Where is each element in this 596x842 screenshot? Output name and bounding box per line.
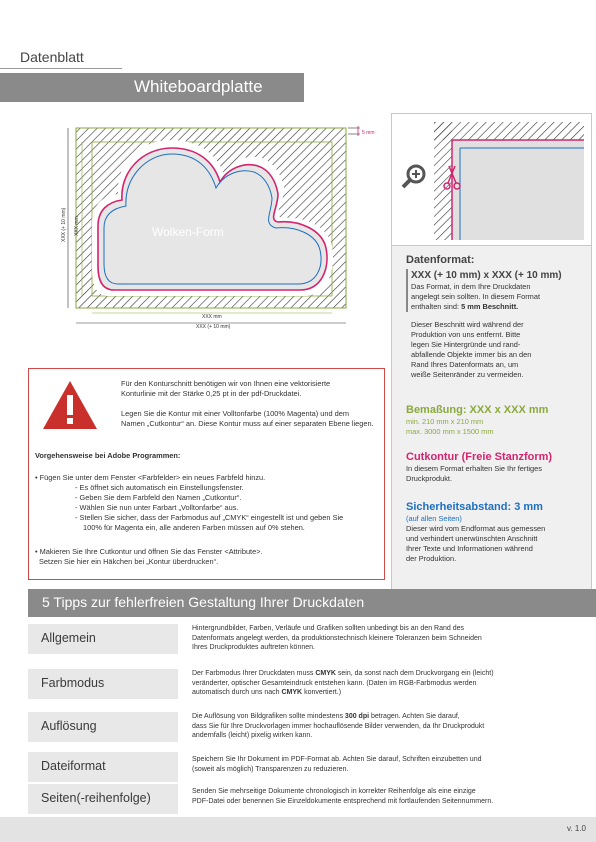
tip-label: Seiten(-reihenfolge)	[41, 791, 151, 805]
tip-row-file-format	[28, 752, 574, 782]
tip-description	[192, 669, 572, 698]
data-format-text-3	[411, 302, 586, 312]
bleed-note-2: Produktion von uns entfernt. Bitte	[411, 330, 521, 339]
bleed-indicator-label: 5 mm	[362, 130, 375, 136]
cut-contour-warning	[28, 368, 385, 580]
version-label: v. 1.0	[567, 824, 586, 833]
tip-line	[192, 669, 572, 679]
tip-line: Senden Sie mehrseitige Dokumente chronologisch in korrekter Reihenfolge als eine einzige	[192, 788, 476, 795]
tips-heading-bar	[28, 589, 596, 617]
corner-detail	[392, 114, 591, 246]
measure-heading: Bemaßung: XXX x XXX mm	[406, 404, 549, 416]
product-title: Whiteboardplatte	[134, 77, 263, 96]
tip-label-box	[28, 624, 178, 654]
tip-description	[192, 712, 572, 741]
step-1c: - Wählen Sie nun unter Farbart „Volltonfarbe“ aus.	[75, 503, 239, 512]
safety-text-1: Dieser wird vom Endformat aus gemessen	[406, 524, 546, 533]
tip-text: konvertiert.)	[302, 689, 342, 697]
data-format-value: XXX (+ 10 mm) x XXX (+ 10 mm)	[411, 270, 562, 281]
tip-line: PDF-Datei oder benennen Sie Einzeldokumente entsprechend mit fortlaufenden Seitennummern.	[192, 797, 494, 805]
tip-line: dass Sie für Ihre Druckvorlagen immer hochauflösende Bilder verwenden, da Ihr Druckprodukt	[192, 722, 485, 730]
tip-text: Die Auflösung von Bildgrafiken sollte mindestens	[192, 713, 345, 720]
safety-text-4: der Produktion.	[406, 554, 457, 563]
step-2a: Setzen Sie hier ein Häkchen bei „Kontur überdrucken“.	[39, 557, 219, 566]
bleed-note-5: Rand Ihres Datenformats an, um	[411, 360, 519, 369]
tip-row-resolution	[28, 712, 574, 742]
safety-heading: Sicherheitsabstand: 3 mm	[406, 501, 543, 513]
doc-type-label	[0, 48, 122, 69]
tip-label-box	[28, 669, 178, 699]
step-1b: - Geben Sie dem Farbfeld den Namen „Cutkontur“.	[75, 493, 242, 502]
safety-block	[406, 501, 586, 564]
tip-description	[192, 787, 572, 806]
bleed-note-3: legen Sie Hintergründe und rand-	[411, 340, 521, 349]
data-format-text-3a: enthalten sind:	[411, 302, 462, 311]
safety-sub: (auf allen Seiten)	[406, 514, 462, 523]
tip-text: betragen. Achten Sie darauf,	[369, 713, 460, 720]
data-format-text-2: angelegt sein sollten. In diesem Format	[411, 292, 540, 301]
warning-line-4: Namen „Cutkontur“ an. Diese Kontur muss auf einer separaten Ebene liegen.	[121, 419, 374, 428]
tip-label: Farbmodus	[41, 676, 105, 690]
cut-text-1: In diesem Format erhalten Sie Ihr fertiges	[406, 464, 542, 473]
tip-emphasis: CMYK	[281, 689, 303, 697]
step-2: • Makieren Sie Ihre Cutkontur und öffnen Sie das Fenster <Attribute>.	[35, 547, 263, 556]
tip-description	[192, 755, 572, 774]
measure-min: min. 210 mm x 210 mm	[406, 417, 484, 426]
tip-line: Datenformats angelegt werden, da produktionstechnisch kleinere Toleranzen beim Schneiden	[192, 634, 482, 642]
tips-heading: 5 Tipps zur fehlerfreien Gestaltung Ihrer Druckdaten	[42, 594, 365, 610]
footer-bar	[0, 817, 596, 842]
tip-line: Speichern Sie Ihr Dokument im PDF-Format ab. Achten Sie darauf, Schriften einzubetten und	[192, 756, 482, 763]
tip-text: automatisch durch uns nach	[192, 689, 282, 697]
step-1e: 100% für Magenta ein, alle anderen Farben müssen auf 0% stehen.	[83, 523, 305, 532]
tip-label: Auflösung	[41, 719, 97, 733]
warning-line-3: Legen Sie die Kontur mit einer Volltonfarbe (100% Magenta) und dem	[121, 409, 350, 418]
tip-line: Hintergrundbilder, Farben, Verläufe und Grafiken sollten unbedingt bis an den Rand des	[192, 625, 465, 632]
tip-emphasis: CMYK	[315, 670, 336, 677]
tip-label-box	[28, 712, 178, 742]
dim-width-outer: XXX (+ 10 mm)	[196, 324, 231, 330]
data-format-block	[406, 254, 586, 380]
cloud-format-svg	[56, 118, 386, 340]
tip-row-general	[28, 624, 574, 654]
measure-max: max. 3000 mm x 1500 mm	[406, 427, 494, 436]
tip-line: veränderter, optischer Gesamteindruck entstehen kann. (Daten im RGB-Farbmodus werden	[192, 679, 477, 687]
format-info-panel	[391, 113, 592, 590]
tip-line	[192, 712, 572, 722]
tip-row-color-mode	[28, 669, 574, 699]
product-title-bar	[0, 73, 304, 102]
doc-type-text: Datenblatt	[20, 49, 84, 65]
safety-text-2: und verhindert unerwünschten Anschnitt	[406, 534, 538, 543]
tip-line: (soweit als möglich) Transparenzen zu reduzieren.	[192, 765, 349, 773]
data-format-text-3b: 5 mm Beschnitt.	[461, 302, 519, 311]
tip-label-box	[28, 784, 178, 814]
tip-description	[192, 624, 572, 653]
shape-label: Wolken-Form	[152, 225, 224, 239]
format-diagram	[56, 118, 386, 340]
measure-block	[406, 404, 586, 437]
step-1: • Fügen Sie unter dem Fenster <Farbfelder> ein neues Farbfeld hinzu.	[35, 473, 266, 482]
tip-line	[192, 688, 572, 698]
tip-label: Allgemein	[41, 631, 96, 645]
bleed-note-1: Dieser Beschnitt wird während der	[411, 320, 524, 329]
cut-block	[406, 451, 586, 484]
dim-height-outer: XXX (+ 10 mm)	[61, 207, 67, 242]
bleed-note-6: weiße Seitenränder zu vermeiden.	[411, 370, 524, 379]
tip-text: sein, da sonst nach dem Druckvorgang ein (leicht)	[335, 670, 494, 677]
tip-row-pages	[28, 784, 574, 814]
tip-line: andernfalls (leicht) pixelig wirken kann.	[192, 732, 313, 740]
cut-heading: Cutkontur (Freie Stanzform)	[406, 451, 553, 463]
warning-line-1: Für den Konturschnitt benötigen wir von Ihnen eine vektorisierte	[121, 379, 331, 388]
tip-line: Ihres Druckproduktes auftreten können.	[192, 644, 315, 652]
cut-text-2: Druckprodukt.	[406, 474, 453, 483]
dim-height-inner: XXX mm	[74, 216, 80, 236]
corner-detail-svg	[392, 114, 591, 246]
zoom-in-icon	[403, 166, 424, 187]
tip-label: Dateiformat	[41, 759, 106, 773]
dim-width-inner: XXX mm	[202, 314, 222, 320]
data-format-text-1: Das Format, in dem Ihre Druckdaten	[411, 282, 531, 291]
warning-line-2: Konturlinie mit der Stärke 0,25 pt in der pdf-Druckdatei.	[121, 389, 302, 398]
safety-text-3: Ihrer Texte und Informationen während	[406, 544, 533, 553]
step-1d: - Stellen Sie sicher, dass der Farbmodus auf „CMYK“ eingestellt ist und geben Sie	[75, 513, 344, 522]
steps-heading: Vorgehensweise bei Adobe Programmen:	[35, 451, 181, 460]
step-1a: - Es öffnet sich automatisch ein Einstellungsfenster.	[75, 483, 244, 492]
tip-label-box	[28, 752, 178, 782]
tip-emphasis: 300 dpi	[344, 713, 370, 720]
data-format-heading: Datenformat:	[406, 254, 475, 266]
warning-triangle-icon	[41, 379, 99, 431]
bleed-note-4: abfallende Objekte immer bis an den	[411, 350, 532, 359]
tip-text: Der Farbmodus Ihrer Druckdaten muss	[192, 670, 316, 677]
